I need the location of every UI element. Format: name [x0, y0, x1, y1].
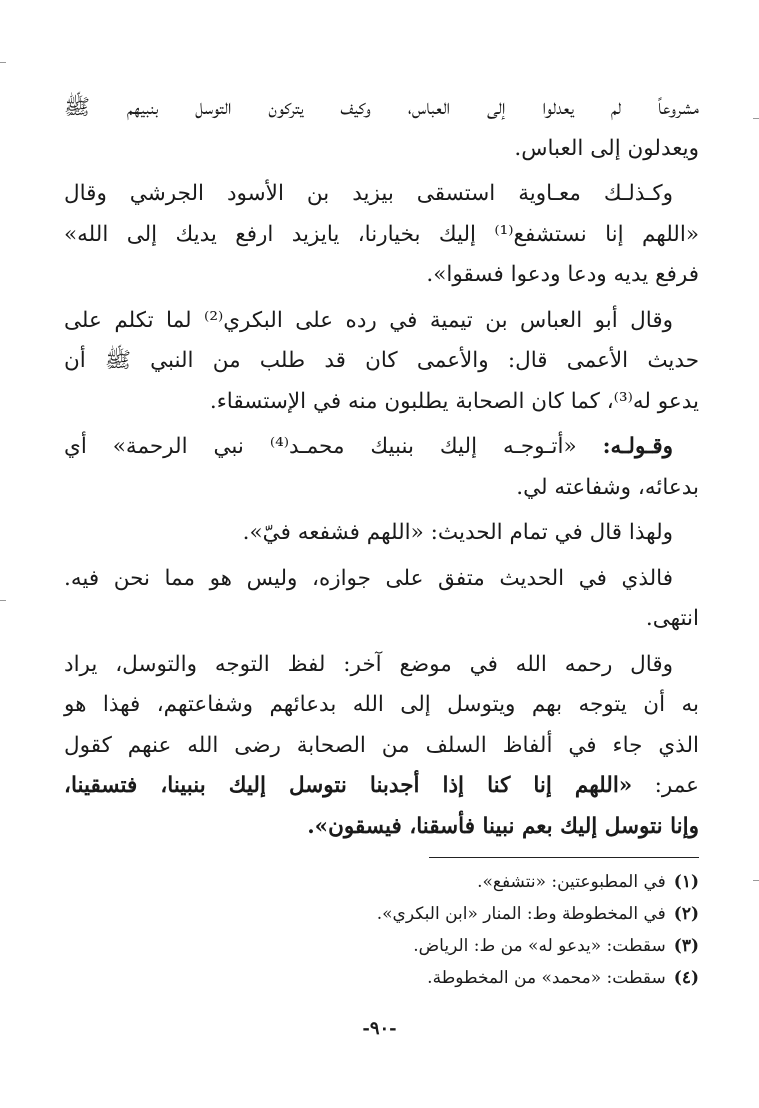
text-line: بدعائه، وشفاعته لي.: [516, 474, 699, 500]
paragraph-6: [64, 559, 699, 640]
edge-mark: [0, 600, 6, 601]
text-line: يدعو له⁽³⁾، كما كان الصحابة يطلبون منه في الإستسقاء.: [209, 388, 699, 414]
bold-quote: وإنا نتوسل إليك بعم نبينا فأسقنا، فيسقون».: [307, 813, 699, 839]
edge-mark: [753, 118, 759, 119]
paragraph-3: [64, 301, 699, 423]
footnote-separator: [429, 857, 699, 858]
page-number: -٩٠-: [362, 1018, 397, 1039]
paragraph-2: [64, 174, 699, 296]
footnote: [59, 962, 699, 994]
text-line: وكـذلـك معـاوية استسقى بيزيد بن الأسود الجرشي وقال: [64, 181, 673, 206]
paragraph-7: [64, 645, 699, 848]
text-line: [64, 766, 699, 807]
text-line: وقال أبو العباس بن تيمية في رده على البكري⁽²⁾ لما تكلم على: [64, 307, 673, 333]
text-line: ويعدلون إلى العباس.: [514, 135, 699, 161]
edge-mark: [753, 880, 759, 881]
text-line: فالذي في الحديث متفق على جوازه، وليس هو مما نحن فيه.: [64, 565, 673, 591]
text-segment: «أتـوجـه إليك بنبيك محمـد⁽⁴⁾ نبي الرحمة» أي: [64, 434, 603, 459]
paragraph-5: [64, 513, 699, 554]
text-line: حديث الأعمى قال: والأعمى كان قد طلب من النبي ﷺ أن: [64, 348, 699, 373]
footnote-text: في المطبوعتين: «نتشفع».: [477, 872, 666, 892]
text-line: ولهذا قال في تمام الحديث: «اللهم فشفعه فيّ».: [242, 520, 673, 545]
footnotes: [59, 866, 699, 994]
paragraph-1: [64, 88, 699, 169]
footnote-number: (٣): [673, 936, 699, 956]
text-line: به أن يتوجه بهم ويتوسل إلى الله بدعائهم وشفاعتهم، فهذا هو: [64, 692, 699, 717]
footnote-number: (٢): [673, 904, 699, 924]
text-line: فرفع يديه ودعا ودعوا فسقوا».: [426, 262, 699, 287]
text-line: الذي جاء في ألفاظ السلف من الصحابة رضى الله عنهم كقول: [64, 732, 699, 758]
text-line: [64, 807, 699, 848]
text-segment: عمر:: [632, 773, 699, 798]
text-line: [64, 427, 699, 468]
edge-mark: [0, 62, 6, 63]
footnote: [59, 930, 699, 962]
text-line: وقال رحمه الله في موضع آخر: لفظ التوجه والتوسل، يراد: [64, 651, 673, 677]
footnote-text: سقطت: «يدعو له» من ط: الرياض.: [413, 936, 666, 956]
text-line: مشروعاً لم يعدلوا إلى العباس، وكيف يتركون التوسل بنبيهم ﷺ: [64, 95, 699, 120]
text-line: «اللهم إنا نستشفع⁽¹⁾ إليك بخيارنا، يايزيد ارفع يديك إلى الله»: [64, 221, 699, 247]
bold-quote: «اللهم إنا كنا إذا أجدبنا نتوسل إليك بنبينا، فتسقينا،: [64, 773, 633, 798]
footnote-number: (١): [673, 872, 699, 892]
bold-lead: وقـولـه:: [602, 434, 674, 459]
footnote-text: في المخطوطة وط: المنار «ابن البكري».: [376, 904, 666, 924]
text-line: انتهى.: [645, 606, 699, 631]
footnote-text: سقطت: «محمد» من المخطوطة.: [427, 968, 666, 988]
footnote-number: (٤): [673, 968, 699, 988]
footnote: [59, 898, 699, 930]
main-text: [64, 88, 699, 852]
footnote: [59, 866, 699, 898]
paragraph-4: [64, 427, 699, 508]
